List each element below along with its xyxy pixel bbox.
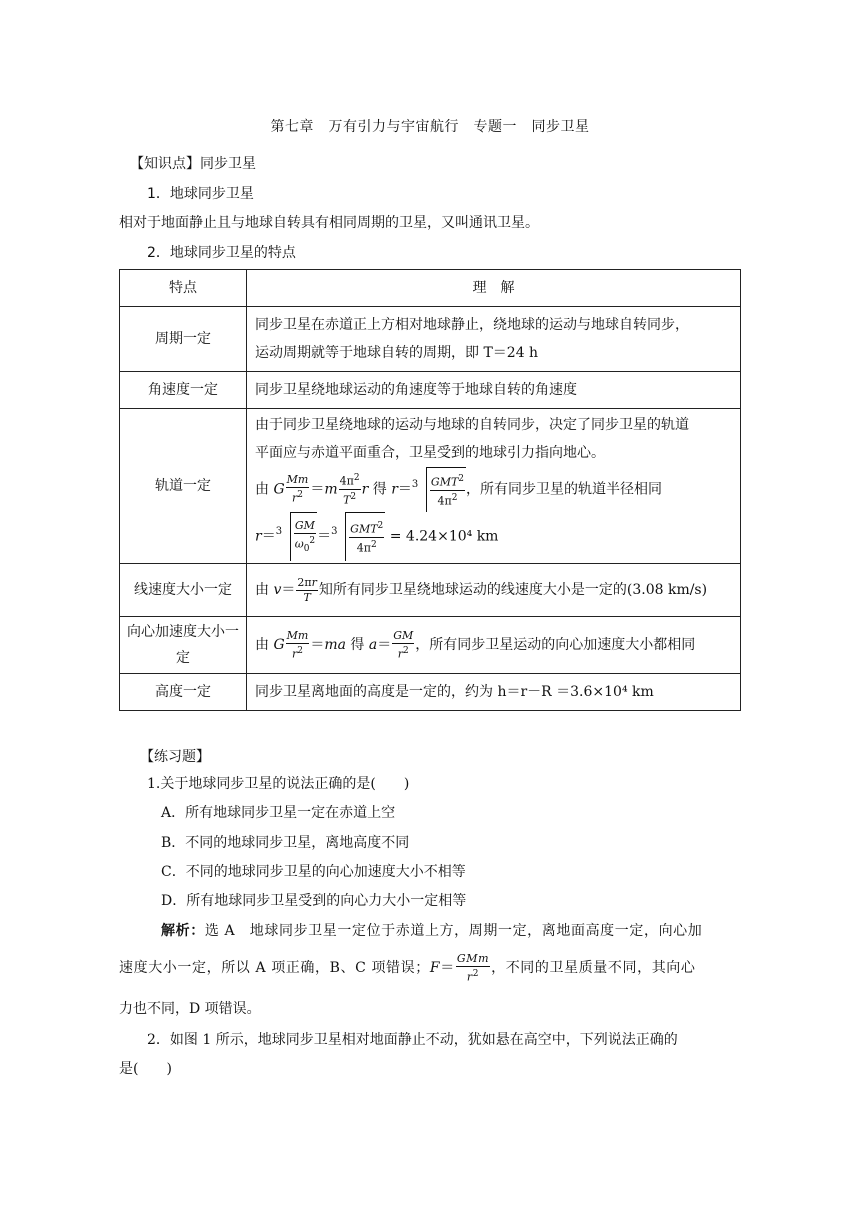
row-text: 同步卫星绕地球运动的角速度等于地球自转的角速度 xyxy=(247,372,741,409)
table-header-cell: 理 解 xyxy=(247,270,741,307)
table-row xyxy=(120,372,741,409)
row-label: 高度一定 xyxy=(120,674,247,711)
row-text: 由于同步卫星绕地球的运动与地球的自转同步，决定了同步卫星的轨道 xyxy=(255,417,689,433)
orbit-radius-value: = 4.24×10⁴ km xyxy=(389,528,499,545)
analysis-line-3: 力也不同，D 项错误。 xyxy=(119,1001,261,1017)
option-d: D．所有地球同步卫星受到的向心力大小一定相等 xyxy=(161,893,467,909)
question-2-line-1: 2．如图 1 所示，地球同步卫星相对地面静止不动，犹如悬在高空中，下列说法正确的 xyxy=(147,1032,678,1048)
page-title: 第七章 万有引力与宇宙航行 专题一 同步卫星 xyxy=(270,119,590,135)
analysis-text: 速度大小一定，所以 A 项正确，B、C 项错误； xyxy=(119,960,430,976)
row-label: 轨道一定 xyxy=(120,409,247,564)
table-header-row xyxy=(120,270,741,307)
row-content: 由 v＝ $\frac{2\pi r}{T}$ 知所有同步卫星绕地球运动的线速度大小是一定的(3.08 km/s) xyxy=(247,564,741,617)
option-b: B．不同的地球同步卫星，离地高度不同 xyxy=(161,835,410,851)
row-content: 由 G $\frac{Mm}{r^2}$ ＝ma 得 a＝ $\frac{GM}{r^2}$ ，所有同步卫星运动的向心加速度大小都相同 xyxy=(247,617,741,674)
section1-heading: 1．地球同步卫星 xyxy=(147,186,254,202)
row-content xyxy=(247,307,741,372)
analysis-label: 解析： xyxy=(161,923,205,939)
row-content xyxy=(247,409,741,564)
orbit-formula-2: r＝ 3 $\frac{GM}{\omega_0^2}$ ＝ 3 $\frac{GMT^2}{4\pi^2}$ = 4.24×10⁴ km xyxy=(255,512,732,561)
row-text: 运动周期就等于地球自转的周期，即 T＝24 h xyxy=(255,345,539,361)
section2-heading: 2．地球同步卫星的特点 xyxy=(147,245,296,261)
analysis-line-1 xyxy=(161,920,702,940)
table-row xyxy=(120,307,741,372)
row-text: 同步卫星离地面的高度是一定的，约为 h＝r－R ＝3.6×10⁴ km xyxy=(247,674,741,711)
section1-text: 相对于地面静止且与地球自转具有相同周期的卫星，又叫通讯卫星。 xyxy=(119,215,539,231)
knowledge-heading: 【知识点】同步卫星 xyxy=(130,156,256,172)
formula-tail: ，所有同步卫星的轨道半径相同 xyxy=(466,481,663,498)
row-text: ，所有同步卫星运动的向心加速度大小都相同 xyxy=(415,637,696,653)
table-row xyxy=(120,674,741,711)
option-c: C．不同的地球同步卫星的向心加速度大小不相等 xyxy=(161,864,466,880)
row-text: 知所有同步卫星绕地球运动的线速度大小是一定的(3.08 km/s) xyxy=(318,582,708,598)
analysis-line-2: 速度大小一定，所以 A 项正确，B、C 项错误；F＝ $\frac{\text{GMm}}{r^2}$ ，不同的卫星质量不同，其向心 xyxy=(119,951,696,984)
table-row xyxy=(120,409,741,564)
option-a: A．所有地球同步卫星一定在赤道上空 xyxy=(161,805,396,821)
analysis-text: 选 A 地球同步卫星一定位于赤道上方，周期一定，离地面高度一定，向心加 xyxy=(204,923,703,939)
question-1-stem: 1.关于地球同步卫星的说法正确的是( ) xyxy=(147,776,410,792)
row-label: 角速度一定 xyxy=(120,372,247,409)
table-row xyxy=(120,564,741,617)
row-label: 向心加速度大小一定 xyxy=(120,617,247,674)
orbit-formula-1: 由 G $\frac{Mm}{r^2}$ ＝m $\frac{4\pi^2}{T^2}$ r 得 r＝ 3 $\frac{GMT^2}{4\pi^2}$ ，所有同步卫星的轨道半径相同 xyxy=(255,467,732,512)
table-header-cell: 特点 xyxy=(120,270,247,307)
table-row xyxy=(120,617,741,674)
practice-heading: 【练习题】 xyxy=(140,749,210,765)
row-label: 周期一定 xyxy=(120,307,247,372)
features-table xyxy=(119,269,741,711)
analysis-text: ，不同的卫星质量不同，其向心 xyxy=(491,960,696,976)
row-text: 同步卫星在赤道正上方相对地球静止，绕地球的运动与地球自转同步， xyxy=(255,317,689,333)
row-text: 平面应与赤道平面重合，卫星受到的地球引力指向地心。 xyxy=(255,445,605,461)
question-2-line-2: 是( ) xyxy=(119,1061,172,1077)
row-label: 线速度大小一定 xyxy=(120,564,247,617)
